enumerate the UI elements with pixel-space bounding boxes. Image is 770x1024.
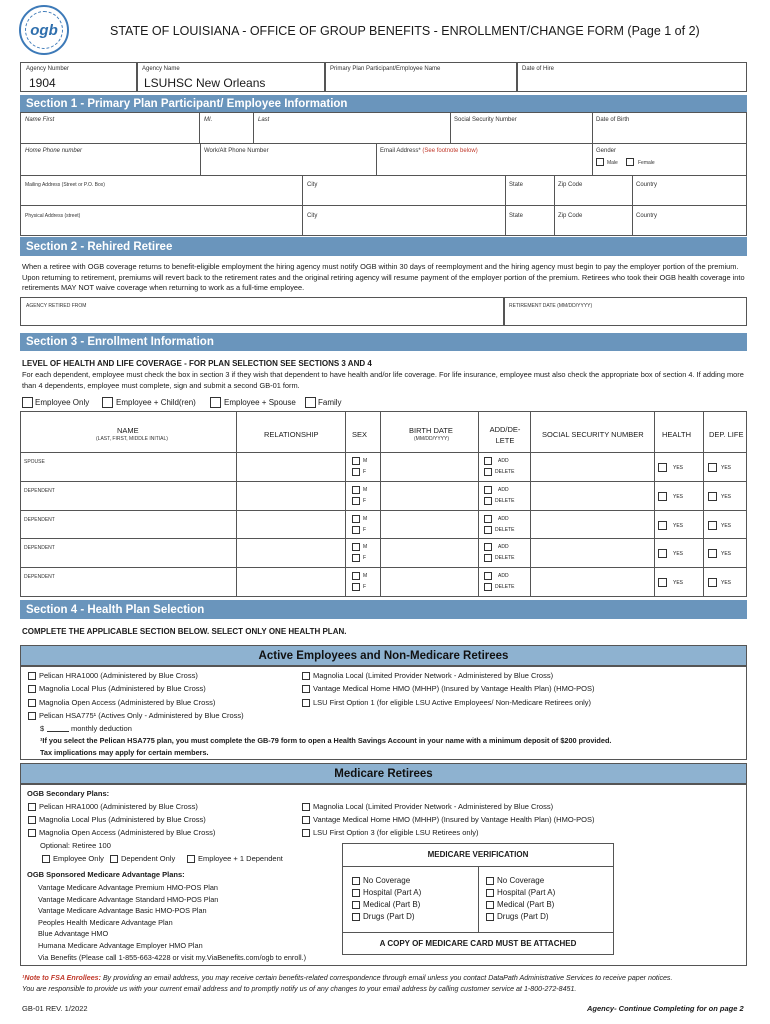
- active-plan-label: Magnolia Local Plus (Administered by Blue Cross): [39, 684, 206, 694]
- delete-checkbox[interactable]: [484, 497, 492, 505]
- sex-m-checkbox[interactable]: [352, 572, 360, 580]
- add-checkbox[interactable]: [484, 457, 492, 465]
- physical-label: Physical Address (street): [25, 213, 81, 219]
- dep-row-label: DEPENDENT: [24, 545, 55, 551]
- medicare-plan-label: Magnolia Local (Limited Provider Network - Administered by Blue Cross): [313, 802, 554, 811]
- add-checkbox[interactable]: [484, 572, 492, 580]
- active-plan-label: Pelican HRA1000 (Administered by Blue Cross): [39, 671, 198, 680]
- sex-m-checkbox[interactable]: [352, 486, 360, 494]
- dep-life-checkbox[interactable]: [708, 463, 717, 472]
- deduction-line[interactable]: [47, 731, 69, 732]
- sponsored-plan: Peoples Health Medicare Advantage Plan: [38, 917, 173, 927]
- delete-checkbox[interactable]: [484, 554, 492, 562]
- dep-row-label: DEPENDENT: [24, 574, 55, 580]
- health-checkbox[interactable]: [658, 578, 667, 587]
- sponsored-plan: Vantage Medicare Advantage Premium HMO-POS Plan: [38, 883, 218, 892]
- gender-label: Gender: [596, 148, 617, 154]
- active-employees-header: Active Employees and Non-Medicare Retirees: [20, 645, 747, 666]
- agency-name-field[interactable]: Agency Name LSUHSC New Orleans: [137, 62, 325, 92]
- sex-m-checkbox[interactable]: [352, 457, 360, 465]
- dep-life-checkbox[interactable]: [708, 492, 717, 501]
- active-plan-checkbox[interactable]: [28, 685, 36, 693]
- work-phone-label: Work/Alt Phone Number: [204, 148, 269, 154]
- active-plan-checkbox[interactable]: [302, 672, 310, 680]
- medicare-verify-checkbox[interactable]: [486, 901, 494, 909]
- medicare-plan-checkbox[interactable]: [302, 829, 310, 837]
- section4-header: Section 4 - Health Plan Selection: [20, 600, 747, 619]
- continue-note: Agency- Continue Completing for on page 2: [587, 1004, 744, 1013]
- cov-employee-children[interactable]: [102, 397, 113, 408]
- name-first-label: Name First: [25, 117, 55, 123]
- section1-header: Section 1 - Primary Plan Participant/ Employee Information: [20, 95, 747, 112]
- active-plan-label: Vantage Medical Home HMO (MHHP) (Insured by Vantage Health Plan) (HMO-POS): [313, 684, 595, 694]
- dep-row-label: DEPENDENT: [24, 488, 55, 494]
- retirement-date-field[interactable]: RETIREMENT DATE (MM/DD/YYYY): [504, 297, 747, 326]
- section2-header: Section 2 - Rehired Retiree: [20, 237, 747, 256]
- sex-m-checkbox[interactable]: [352, 515, 360, 523]
- medicare-verify-checkbox[interactable]: [352, 901, 360, 909]
- ssn-label: Social Security Number: [454, 117, 517, 123]
- cov-family[interactable]: [305, 397, 316, 408]
- dep-row-label: SPOUSE: [24, 459, 45, 465]
- logo-text: ogb: [30, 21, 58, 39]
- active-plan-label: LSU First Option 1 (for eligible LSU Active Employees/ Non-Medicare Retirees only): [313, 697, 592, 707]
- health-checkbox[interactable]: [658, 463, 667, 472]
- delete-checkbox[interactable]: [484, 526, 492, 534]
- participant-name-field[interactable]: Primary Plan Participant/Employee Name: [325, 62, 517, 92]
- fsa-note-2: You are responsible to provide us with your current email address and to promptly notify us of any changes to your email address by calling customer service at 1-800-272-8451.: [22, 985, 577, 993]
- medicare-plan-label: Magnolia Local Plus (Administered by Blue Cross): [39, 815, 206, 824]
- sponsored-plan: Vantage Medicare Advantage Basic HMO-POS Plan: [38, 906, 207, 916]
- medicare-plan-label: Magnolia Open Access (Administered by Blue Cross): [39, 828, 216, 837]
- active-plan-label: Magnolia Open Access (Administered by Blue Cross): [39, 697, 216, 707]
- last-label: Last: [258, 117, 270, 123]
- agency-number-field[interactable]: Agency Number 1904: [20, 62, 137, 92]
- medicare-verify-checkbox[interactable]: [486, 877, 494, 885]
- section4-instruction: COMPLETE THE APPLICABLE SECTION BELOW. SELECT ONLY ONE HEALTH PLAN.: [22, 627, 347, 636]
- section3-instructions: For each dependent, employee must check the box in section 3 if they wish that dependent to have health and/or life coverage. For life insurance, employee must also check the appropriate box of section 4. If adding more than 4 dependents, employee must complete, sign and submit a second GB-01 form.: [22, 370, 744, 390]
- sponsored-plan: Vantage Medicare Advantage Standard HMO-POS Plan: [38, 894, 219, 904]
- section3-header: Section 3 - Enrollment Information: [20, 333, 747, 351]
- medicare-plan-checkbox[interactable]: [28, 803, 36, 811]
- email-label: Email Address* (See footnote below): [380, 148, 478, 154]
- sponsored-plan: Via Benefits (Please call 1-855-663-4228 or visit my.ViaBenefits.com/ogb to enroll.): [38, 952, 307, 962]
- sex-f-checkbox[interactable]: [352, 554, 360, 562]
- agency-number-value: 1904: [29, 76, 56, 90]
- medicare-plan-checkbox[interactable]: [302, 803, 310, 811]
- active-plan-checkbox[interactable]: [302, 699, 310, 707]
- retiree100-option-checkbox[interactable]: [110, 855, 118, 863]
- female-checkbox[interactable]: [626, 158, 634, 166]
- sex-f-checkbox[interactable]: [352, 497, 360, 505]
- home-phone-label: Home Phone number: [25, 148, 83, 154]
- active-plan-label: Pelican HSA775¹ (Actives Only - Administered by Blue Cross): [39, 710, 244, 720]
- dep-life-checkbox[interactable]: [708, 521, 717, 530]
- mi-label: MI.: [204, 117, 213, 123]
- medicare-verify-checkbox[interactable]: [486, 913, 494, 921]
- add-checkbox[interactable]: [484, 486, 492, 494]
- medicare-retirees-header: Medicare Retirees: [20, 763, 747, 784]
- dep-life-checkbox[interactable]: [708, 578, 717, 587]
- agency-retired-field[interactable]: AGENCY RETIRED FROM: [20, 297, 504, 326]
- dep-row-label: DEPENDENT: [24, 517, 55, 523]
- medicare-verify-checkbox[interactable]: [486, 889, 494, 897]
- active-plan-checkbox[interactable]: [28, 672, 36, 680]
- medicare-plan-label: LSU First Option 3 (for eligible LSU Retirees only): [313, 828, 479, 837]
- add-checkbox[interactable]: [484, 543, 492, 551]
- medicare-verify-checkbox[interactable]: [352, 913, 360, 921]
- sponsored-plan: Humana Medicare Advantage Employer HMO Plan: [38, 941, 203, 950]
- add-checkbox[interactable]: [484, 515, 492, 523]
- mailing-label: Mailing Address (Street or P.O. Box): [25, 182, 105, 188]
- active-plan-checkbox[interactable]: [28, 699, 36, 707]
- sex-f-checkbox[interactable]: [352, 468, 360, 476]
- sex-m-checkbox[interactable]: [352, 543, 360, 551]
- health-checkbox[interactable]: [658, 521, 667, 530]
- health-checkbox[interactable]: [658, 549, 667, 558]
- ogb-logo: [19, 5, 69, 55]
- form-revision: GB-01 REV. 1/2022: [22, 1004, 88, 1013]
- medicare-plan-checkbox[interactable]: [28, 816, 36, 824]
- dep-life-checkbox[interactable]: [708, 549, 717, 558]
- medicare-plan-label: Vantage Medical Home HMO (MHHP) (Insured by Vantage Health Plan) (HMO-POS): [313, 815, 595, 824]
- delete-checkbox[interactable]: [484, 468, 492, 476]
- deduction-text: monthly deduction: [71, 724, 132, 733]
- hsa-note: ¹If you select the Pelican HSA775 plan, you must complete the GB-79 form to open a Health Savings Account in your name with a minimum deposit of $200 provided.: [40, 736, 612, 745]
- level-heading: LEVEL OF HEALTH AND LIFE COVERAGE - FOR PLAN SELECTION SEE SECTIONS 3 AND 4: [22, 359, 372, 368]
- male-checkbox[interactable]: [596, 158, 604, 166]
- medicare-plan-label: Pelican HRA1000 (Administered by Blue Cross): [39, 802, 198, 811]
- sponsored-plan: Blue Advantage HMO: [38, 929, 109, 939]
- active-plan-checkbox[interactable]: [28, 712, 36, 720]
- medicare-plan-checkbox[interactable]: [302, 816, 310, 824]
- medicare-verify-checkbox[interactable]: [352, 877, 360, 885]
- cov-employee-only[interactable]: [22, 397, 33, 408]
- active-plan-label: Magnolia Local (Limited Provider Network - Administered by Blue Cross): [313, 671, 554, 680]
- fsa-note: ¹Note to FSA Enrollees: By providing an email address, you may receive certain benefits-related correspondence through email unless you contact DataPath Administrative Services to receive paper notices.: [22, 974, 673, 982]
- cov-employee-spouse[interactable]: [210, 397, 221, 408]
- agency-name-value: LSUHSC New Orleans: [144, 76, 266, 90]
- retiree100-option-checkbox[interactable]: [187, 855, 195, 863]
- tax-note: Tax implications may apply for certain members.: [40, 748, 209, 757]
- hire-date-field[interactable]: Date of Hire: [517, 62, 747, 92]
- health-checkbox[interactable]: [658, 492, 667, 501]
- medicare-verify-checkbox[interactable]: [352, 889, 360, 897]
- medicare-plan-checkbox[interactable]: [28, 829, 36, 837]
- delete-checkbox[interactable]: [484, 583, 492, 591]
- deduction-dollar: $: [40, 724, 45, 733]
- active-plan-checkbox[interactable]: [302, 685, 310, 693]
- sex-f-checkbox[interactable]: [352, 526, 360, 534]
- section2-text: When a retiree with OGB coverage returns to benefit-eligible employment the hiring agency must notify OGB within 30 days of reemployment and the hiring agency must begin to pay the employer portion of the premium. Upon returning to retirement, premiums will revert back to the retirement rates and the original retiring agency will resume payment of the employer portion of the premium. Retirees who took their OGB health coverage into retirements MAY NOT waive coverage when returning to work as a full-time employee.: [22, 262, 745, 292]
- dob-label: Date of Birth: [596, 117, 630, 123]
- retiree100-option-checkbox[interactable]: [42, 855, 50, 863]
- sex-f-checkbox[interactable]: [352, 583, 360, 591]
- page-title: STATE OF LOUISIANA - OFFICE OF GROUP BENEFITS - ENROLLMENT/CHANGE FORM (Page 1 of 2): [110, 24, 700, 38]
